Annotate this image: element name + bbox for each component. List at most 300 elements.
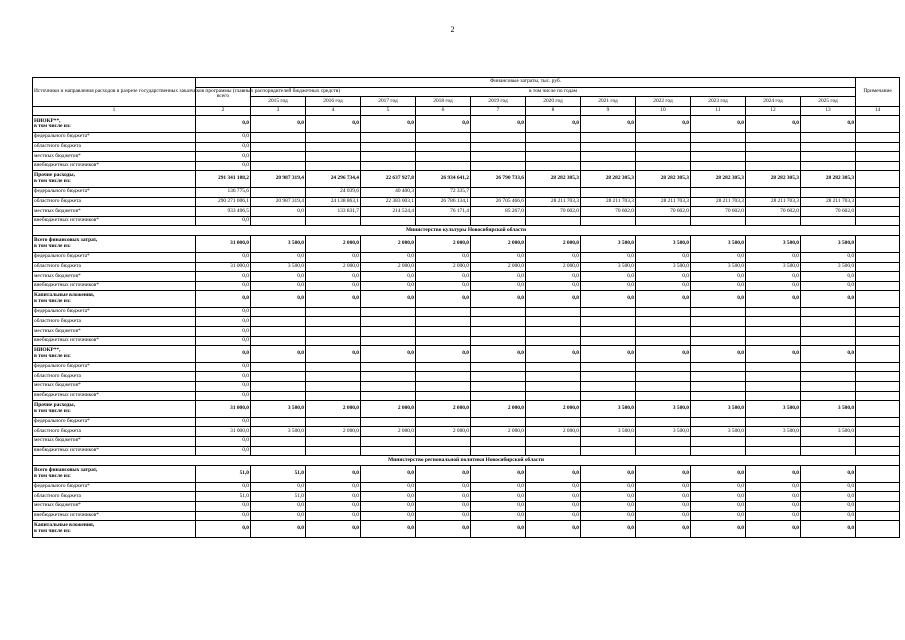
value-cell: [416, 132, 471, 142]
table-row: [33, 171, 900, 188]
value-cell: 3 500,0: [691, 401, 746, 418]
value-cell: 0,0: [581, 272, 636, 282]
value-cell: [471, 161, 526, 171]
row-label: внебюджетных источников*: [33, 336, 196, 346]
value-cell: [636, 132, 691, 142]
note-cell: [856, 346, 900, 363]
row-label-sub: в том числе из:: [34, 243, 71, 250]
value-cell: 0,0: [581, 281, 636, 291]
row-label: [33, 466, 196, 483]
value-cell: 0,0: [526, 346, 581, 363]
value-cell: 26 934 641,2: [416, 171, 471, 188]
table-row: [33, 427, 900, 437]
note-cell: [856, 272, 900, 282]
value-cell: [801, 446, 856, 456]
value-cell: 70 602,0: [636, 207, 691, 217]
value-cell: 20 987 319,4: [251, 171, 306, 188]
value-cell: 0,0: [746, 511, 801, 521]
column-number: 8: [526, 106, 581, 116]
value-cell: [636, 152, 691, 162]
value-cell: [471, 391, 526, 401]
value-cell: [581, 152, 636, 162]
value-cell: [801, 391, 856, 401]
value-cell: 28 211 703,3: [526, 197, 581, 207]
value-cell: 0,0: [636, 346, 691, 363]
value-cell: [746, 446, 801, 456]
value-cell: [416, 372, 471, 382]
value-cell: 0,0: [471, 252, 526, 262]
value-cell: 291 341 188,2: [196, 171, 251, 188]
value-cell: [306, 391, 361, 401]
value-cell: [471, 417, 526, 427]
note-column-header: Примечание: [856, 78, 900, 107]
note-cell: [856, 132, 900, 142]
value-cell: [471, 336, 526, 346]
value-cell: 0,0: [306, 281, 361, 291]
value-cell: 3 500,0: [251, 427, 306, 437]
value-cell: [416, 417, 471, 427]
value-cell: [746, 132, 801, 142]
value-cell: [416, 362, 471, 372]
value-cell: 0,0: [251, 346, 306, 363]
value-cell: 2 000,0: [471, 401, 526, 418]
value-cell: 26 705 466,6: [471, 197, 526, 207]
year-header: 2018 год: [416, 97, 471, 107]
value-cell: [416, 391, 471, 401]
value-cell: 2 000,0: [306, 427, 361, 437]
section-title: Министерство культуры Новосибирской области: [33, 226, 900, 236]
value-cell: [636, 161, 691, 171]
value-cell: 0,0: [306, 272, 361, 282]
page-number: 2: [450, 25, 455, 34]
value-cell: 3 500,0: [801, 401, 856, 418]
value-cell: 0,0: [196, 327, 251, 337]
table-row: [33, 197, 900, 207]
value-cell: [471, 152, 526, 162]
value-cell: [801, 437, 856, 447]
value-cell: 0,0: [416, 281, 471, 291]
row-label: федерального бюджета*: [33, 482, 196, 492]
note-cell: [856, 152, 900, 162]
value-cell: 0,0: [581, 501, 636, 511]
value-cell: 0,0: [691, 521, 746, 538]
value-cell: [636, 336, 691, 346]
value-cell: 0,0: [196, 336, 251, 346]
value-cell: 70 602,0: [581, 207, 636, 217]
table-row: [33, 437, 900, 447]
value-cell: [526, 132, 581, 142]
value-cell: 0,0: [306, 511, 361, 521]
value-cell: 0,0: [196, 391, 251, 401]
value-cell: 2 000,0: [526, 401, 581, 418]
row-label: областного бюджета: [33, 262, 196, 272]
note-cell: [856, 161, 900, 171]
value-cell: 2 000,0: [361, 262, 416, 272]
value-cell: [251, 336, 306, 346]
value-cell: 28 282 305,3: [746, 171, 801, 188]
value-cell: 0,0: [306, 492, 361, 502]
table-row: [33, 161, 900, 171]
value-cell: 0,0: [526, 281, 581, 291]
value-cell: 2 000,0: [471, 236, 526, 253]
column-number: 12: [746, 106, 801, 116]
note-cell: [856, 417, 900, 427]
table-row: [33, 521, 900, 538]
table-row: [33, 236, 900, 253]
row-label: областного бюджета: [33, 372, 196, 382]
value-cell: 0,0: [636, 281, 691, 291]
value-cell: [306, 446, 361, 456]
value-cell: 0,0: [801, 346, 856, 363]
column-number: 9: [581, 106, 636, 116]
value-cell: 0,0: [746, 346, 801, 363]
column-number: 1: [33, 106, 196, 116]
note-cell: [856, 492, 900, 502]
table-row: [33, 317, 900, 327]
value-cell: 0,0: [801, 291, 856, 308]
value-cell: 0,0: [746, 482, 801, 492]
value-cell: [361, 437, 416, 447]
financial-table: [32, 77, 900, 538]
value-cell: 0,0: [581, 116, 636, 133]
row-label: федерального бюджета*: [33, 252, 196, 262]
value-cell: [306, 161, 361, 171]
value-cell: [581, 372, 636, 382]
value-cell: [306, 336, 361, 346]
value-cell: 31 000,0: [196, 236, 251, 253]
value-cell: [361, 161, 416, 171]
value-cell: 290 271 006,1: [196, 197, 251, 207]
value-cell: [471, 142, 526, 152]
value-cell: 0,0: [251, 116, 306, 133]
value-cell: [691, 161, 746, 171]
row-label: федерального бюджета*: [33, 187, 196, 197]
value-cell: 85 267,0: [471, 207, 526, 217]
value-cell: [471, 362, 526, 372]
value-cell: [801, 382, 856, 392]
value-cell: 0,0: [746, 291, 801, 308]
table-row: [33, 207, 900, 217]
value-cell: 2 000,0: [361, 401, 416, 418]
value-cell: [471, 327, 526, 337]
row-label-sub: в том числе из:: [34, 527, 71, 534]
value-cell: [361, 307, 416, 317]
value-cell: 0,0: [746, 272, 801, 282]
value-cell: [251, 317, 306, 327]
value-cell: [746, 216, 801, 226]
value-cell: 0,0: [196, 152, 251, 162]
note-cell: [856, 401, 900, 418]
value-cell: 20 987 319,4: [251, 197, 306, 207]
value-cell: [361, 317, 416, 327]
value-cell: 0,0: [196, 281, 251, 291]
value-cell: 2 000,0: [306, 236, 361, 253]
value-cell: 0,0: [306, 291, 361, 308]
section-row: [33, 456, 900, 466]
value-cell: 0,0: [361, 252, 416, 262]
value-cell: 0,0: [636, 482, 691, 492]
value-cell: 0,0: [636, 252, 691, 262]
value-cell: [691, 417, 746, 427]
value-cell: 0,0: [581, 291, 636, 308]
value-cell: 40 400,3: [361, 187, 416, 197]
value-cell: [526, 437, 581, 447]
row-label-main: Капитальные вложения,: [34, 292, 95, 299]
row-label: федерального бюджета*: [33, 307, 196, 317]
value-cell: 3 500,0: [746, 236, 801, 253]
note-cell: [856, 336, 900, 346]
value-cell: 0,0: [801, 511, 856, 521]
note-cell: [856, 521, 900, 538]
value-cell: 0,0: [636, 501, 691, 511]
table-row: [33, 362, 900, 372]
value-cell: 0,0: [581, 482, 636, 492]
table-row: [33, 466, 900, 483]
table-row: [33, 511, 900, 521]
value-cell: 0,0: [306, 521, 361, 538]
value-cell: 0,0: [581, 521, 636, 538]
value-cell: [416, 216, 471, 226]
value-cell: [251, 142, 306, 152]
row-label-sub: в том числе из:: [34, 123, 71, 130]
value-cell: [526, 142, 581, 152]
value-cell: [361, 327, 416, 337]
value-cell: 0,0: [526, 466, 581, 483]
value-cell: 0,0: [526, 501, 581, 511]
value-cell: 0,0: [801, 521, 856, 538]
note-cell: [856, 252, 900, 262]
value-cell: 0,0: [526, 521, 581, 538]
value-cell: 28 211 703,3: [801, 197, 856, 207]
value-cell: [801, 132, 856, 142]
value-cell: 2 000,0: [306, 262, 361, 272]
value-cell: 2 000,0: [526, 262, 581, 272]
table-row: [33, 272, 900, 282]
note-cell: [856, 391, 900, 401]
table-body: [33, 116, 900, 537]
note-cell: [856, 262, 900, 272]
value-cell: 0,0: [526, 482, 581, 492]
value-cell: 51,0: [196, 466, 251, 483]
value-cell: [746, 142, 801, 152]
value-cell: 0,0: [471, 272, 526, 282]
value-cell: 0,0: [746, 521, 801, 538]
row-label: [33, 116, 196, 133]
total-column-header: всего: [196, 87, 251, 106]
value-cell: 0,0: [251, 482, 306, 492]
value-cell: 70 602,0: [801, 207, 856, 217]
value-cell: 0,0: [636, 466, 691, 483]
value-cell: [471, 216, 526, 226]
row-label: областного бюджета: [33, 427, 196, 437]
value-cell: 0,0: [801, 466, 856, 483]
value-cell: 0,0: [196, 317, 251, 327]
row-label-sub: в том числе из:: [34, 353, 71, 360]
value-cell: 0,0: [471, 501, 526, 511]
value-cell: 0,0: [306, 252, 361, 262]
value-cell: 0,0: [196, 382, 251, 392]
value-cell: 0,0: [416, 466, 471, 483]
value-cell: 28 282 305,3: [636, 171, 691, 188]
note-cell: [856, 171, 900, 188]
year-header: 2022 год: [636, 97, 691, 107]
value-cell: 933 406,5: [196, 207, 251, 217]
row-label: [33, 171, 196, 188]
value-cell: [471, 317, 526, 327]
row-label-main: Капитальные вложения,: [34, 522, 95, 529]
value-cell: 0,0: [416, 511, 471, 521]
value-cell: [691, 152, 746, 162]
value-cell: [251, 437, 306, 447]
value-cell: 0,0: [361, 291, 416, 308]
section-row: [33, 226, 900, 236]
value-cell: [306, 132, 361, 142]
value-cell: 0,0: [196, 132, 251, 142]
value-cell: 0,0: [251, 252, 306, 262]
value-cell: 2 000,0: [416, 427, 471, 437]
note-cell: [856, 362, 900, 372]
value-cell: [471, 307, 526, 317]
value-cell: 0,0: [416, 291, 471, 308]
value-cell: 0,0: [251, 521, 306, 538]
value-cell: [691, 336, 746, 346]
value-cell: 2 000,0: [306, 401, 361, 418]
value-cell: [691, 327, 746, 337]
value-cell: [416, 446, 471, 456]
value-cell: [636, 372, 691, 382]
column-number: 10: [636, 106, 691, 116]
value-cell: 0,0: [691, 482, 746, 492]
note-cell: [856, 382, 900, 392]
value-cell: [306, 216, 361, 226]
value-cell: [691, 446, 746, 456]
value-cell: 28 211 703,3: [581, 197, 636, 207]
table-row: [33, 327, 900, 337]
value-cell: [746, 161, 801, 171]
value-cell: [251, 132, 306, 142]
value-cell: 3 500,0: [636, 262, 691, 272]
value-cell: 0,0: [196, 417, 251, 427]
value-cell: 76 171,4: [416, 207, 471, 217]
value-cell: 0,0: [691, 501, 746, 511]
value-cell: [636, 446, 691, 456]
value-cell: 3 500,0: [581, 236, 636, 253]
value-cell: [691, 216, 746, 226]
note-cell: [856, 197, 900, 207]
value-cell: [526, 391, 581, 401]
value-cell: [746, 362, 801, 372]
value-cell: 70 602,0: [746, 207, 801, 217]
table-row: [33, 446, 900, 456]
value-cell: [251, 372, 306, 382]
value-cell: 0,0: [746, 116, 801, 133]
value-cell: 26 790 733,6: [471, 171, 526, 188]
value-cell: [636, 382, 691, 392]
value-cell: 3 500,0: [746, 262, 801, 272]
row-label: местных бюджетов*: [33, 382, 196, 392]
value-cell: 0,0: [196, 346, 251, 363]
value-cell: 0,0: [581, 346, 636, 363]
value-cell: [306, 372, 361, 382]
value-cell: 0,0: [361, 492, 416, 502]
row-label: местных бюджетов*: [33, 207, 196, 217]
section-title: Министерство региональной политики Новосибирской области: [33, 456, 900, 466]
value-cell: [746, 336, 801, 346]
note-cell: [856, 466, 900, 483]
value-cell: [526, 152, 581, 162]
value-cell: 0,0: [251, 281, 306, 291]
value-cell: 0,0: [526, 272, 581, 282]
row-label: [33, 401, 196, 418]
value-cell: [471, 446, 526, 456]
table-row: [33, 252, 900, 262]
note-cell: [856, 427, 900, 437]
table-row: [33, 262, 900, 272]
value-cell: 0,0: [416, 492, 471, 502]
column-number: 14: [856, 106, 900, 116]
row-label: [33, 236, 196, 253]
row-label: федерального бюджета*: [33, 362, 196, 372]
table-header: [33, 78, 900, 116]
value-cell: 0,0: [691, 116, 746, 133]
value-cell: [526, 307, 581, 317]
value-cell: [636, 437, 691, 447]
value-cell: 0,0: [251, 207, 306, 217]
value-cell: 3 500,0: [581, 427, 636, 437]
value-cell: 0,0: [416, 346, 471, 363]
value-cell: [361, 216, 416, 226]
table-row: [33, 417, 900, 427]
value-cell: 24 039,6: [306, 187, 361, 197]
value-cell: [251, 327, 306, 337]
value-cell: [636, 187, 691, 197]
row-label: областного бюджета: [33, 492, 196, 502]
value-cell: [251, 417, 306, 427]
row-label-sub: в том числе из:: [34, 472, 71, 479]
value-cell: [306, 142, 361, 152]
value-cell: [251, 161, 306, 171]
value-cell: [581, 161, 636, 171]
value-cell: 0,0: [361, 521, 416, 538]
column-number: 6: [416, 106, 471, 116]
value-cell: [801, 317, 856, 327]
row-label: внебюджетных источников*: [33, 446, 196, 456]
value-cell: 0,0: [416, 482, 471, 492]
value-cell: 0,0: [746, 466, 801, 483]
value-cell: 0,0: [196, 142, 251, 152]
value-cell: [636, 391, 691, 401]
value-cell: [251, 187, 306, 197]
value-cell: 0,0: [196, 272, 251, 282]
value-cell: [526, 372, 581, 382]
value-cell: [251, 446, 306, 456]
value-cell: 0,0: [526, 291, 581, 308]
row-label: федерального бюджета*: [33, 132, 196, 142]
note-cell: [856, 501, 900, 511]
value-cell: [746, 187, 801, 197]
value-cell: [526, 362, 581, 372]
value-cell: 0,0: [361, 501, 416, 511]
table-row: [33, 391, 900, 401]
table-row: [33, 501, 900, 511]
value-cell: 0,0: [196, 362, 251, 372]
value-cell: [526, 417, 581, 427]
value-cell: 0,0: [526, 116, 581, 133]
value-cell: 2 000,0: [471, 262, 526, 272]
value-cell: 0,0: [636, 291, 691, 308]
value-cell: 51,0: [251, 492, 306, 502]
value-cell: 0,0: [306, 116, 361, 133]
